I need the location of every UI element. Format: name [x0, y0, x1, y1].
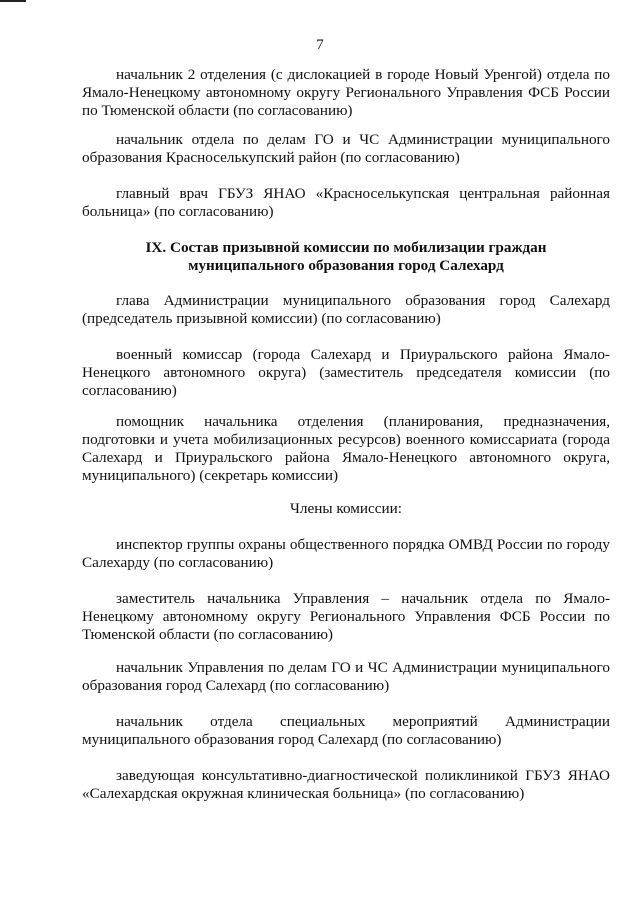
paragraph-member-special-measures: начальник отдела специальных мероприятий Администрации муниципального образования город Салехард (по согласованию)	[82, 713, 610, 748]
paragraph-member-go-chs-salekhard: начальник Управления по делам ГО и ЧС Администрации муниципального образования город Салехард (по согласованию)	[82, 659, 610, 694]
paragraph-commission-chair: глава Администрации муниципального образования город Салехард (председатель призывной комиссии) (по согласованию)	[82, 292, 610, 327]
paragraph-fsb-novy-urengoy: начальник 2 отделения (с дислокацией в городе Новый Уренгой) отдела по Ямало-Ненецкому автономному округу Регионального Управления ФСБ России по Тюменской области (по согласованию)	[82, 66, 610, 119]
paragraph-military-commissar: военный комиссар (города Салехард и Приуральского района Ямало-Ненецкого автономного округа) (заместитель председателя комиссии (по согласованию)	[82, 346, 610, 399]
paragraph-member-polyclinic-head: заведующая консультативно-диагностической поликлиникой ГБУЗ ЯНАО «Салехардская окружная клиническая больница» (по согласованию)	[82, 767, 610, 802]
paragraph-go-chs-krasnoselkup: начальник отдела по делам ГО и ЧС Администрации муниципального образования Красноселькупский район (по согласованию)	[82, 131, 610, 166]
paragraph-chief-doctor-krasnoselkup: главный врач ГБУЗ ЯНАО «Красноселькупская центральная районная больница» (по согласованию)	[82, 185, 610, 220]
page-number: 7	[316, 37, 324, 53]
paragraph-member-fsb-deputy: заместитель начальника Управления – начальник отдела по Ямало-Ненецкому автономному округу Регионального Управления ФСБ России по Тюменской области (по согласованию)	[82, 590, 610, 643]
members-heading: Члены комиссии:	[290, 500, 402, 517]
paragraph-commission-secretary: помощник начальника отделения (планирования, предназначения, подготовки и учета мобилизационных ресурсов) военного комиссариата (города Салехард и Приуральского района Ямало-Ненецкого автономного округа, муниципального) (секретарь комиссии)	[82, 413, 610, 484]
section-heading-line-1: IX. Состав призывной комиссии по мобилизации граждан	[145, 239, 547, 256]
paragraph-member-omvd-inspector: инспектор группы охраны общественного порядка ОМВД России по городу Салехарду (по согласованию)	[82, 536, 610, 571]
section-heading-line-2: муниципального образования город Салехард	[188, 257, 504, 274]
scan-edge-mark	[0, 0, 26, 2]
section-heading	[82, 239, 610, 275]
